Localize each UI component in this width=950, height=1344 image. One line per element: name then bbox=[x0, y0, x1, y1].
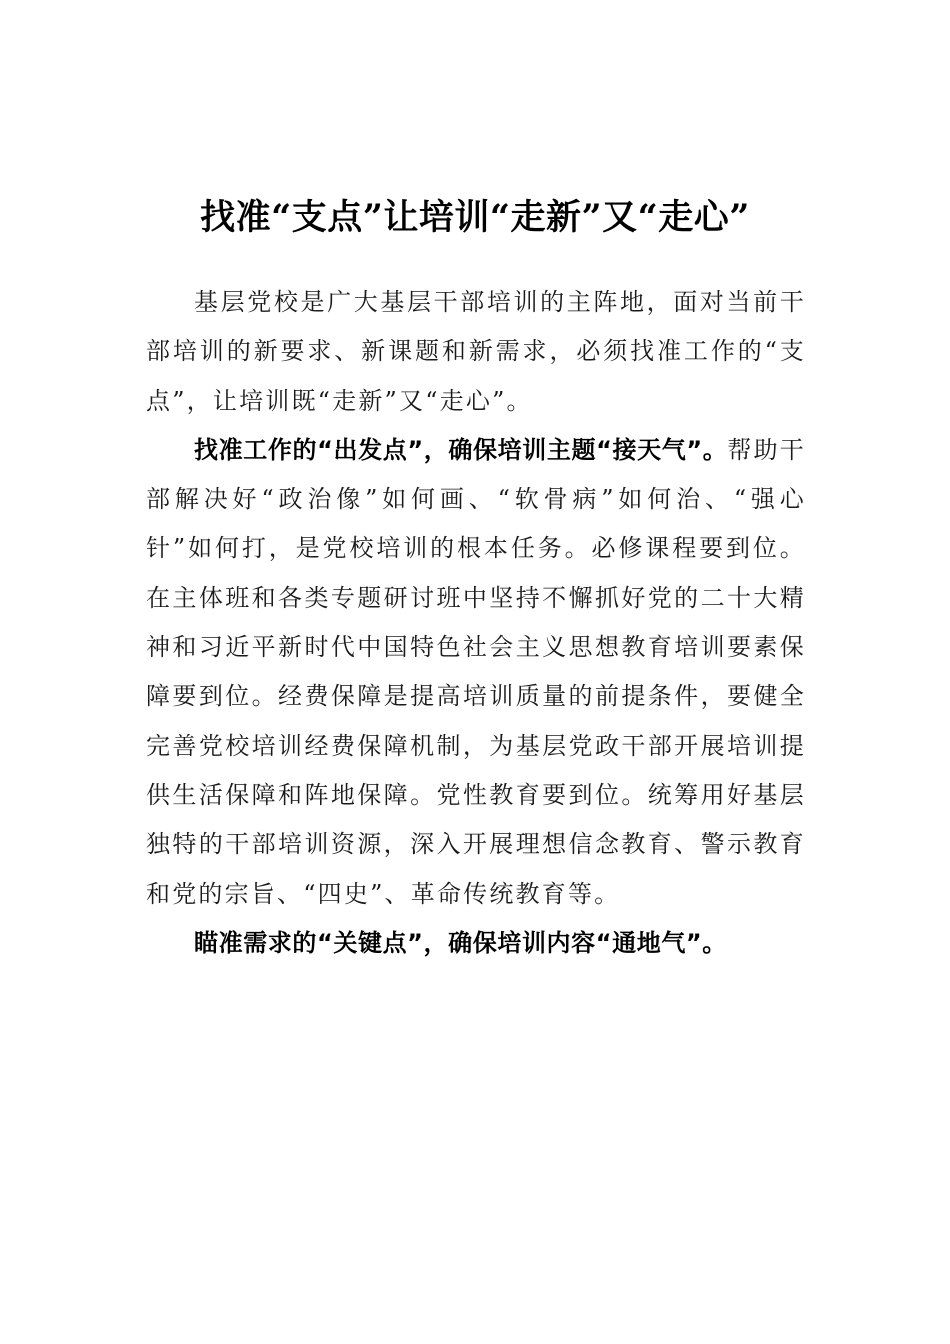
section1-heading: 找准工作的“出发点”，确保培训主题“接天气”。 bbox=[194, 435, 728, 464]
document-body bbox=[146, 278, 806, 968]
intro-paragraph: 基层党校是广大基层干部培训的主阵地，面对当前干部培训的新要求、新课题和新需求，必须找准工作的“支点”，让培训既“走新”又“走心”。 bbox=[146, 288, 806, 415]
section2-heading: 瞄准需求的“关键点”，确保培训内容“通地气”。 bbox=[194, 928, 727, 957]
section1-paragraph bbox=[146, 426, 806, 919]
document-title: 找准“支点”让培训“走新”又“走心” bbox=[200, 197, 750, 239]
section1-body: 帮助干部解决好“政治像”如何画、“软骨病”如何治、“强心针”如何打，是党校培训的根本任务。必修课程要到位。在主体班和各类专题研讨班中坚持不懈抓好党的二十大精神和习近平新时代中国特色社会主义思想教育培训要素保障要到位。经费保障是提高培训质量的前提条件，要健全完善党校培训经费保障机制，为基层党政干部开展培训提供生活保障和阵地保障。党性教育要到位。统筹用好基层独特的干部培训资源，深入开展理想信念教育、警示教育和党的宗旨、“四史”、革命传统教育等。 bbox=[146, 435, 806, 908]
